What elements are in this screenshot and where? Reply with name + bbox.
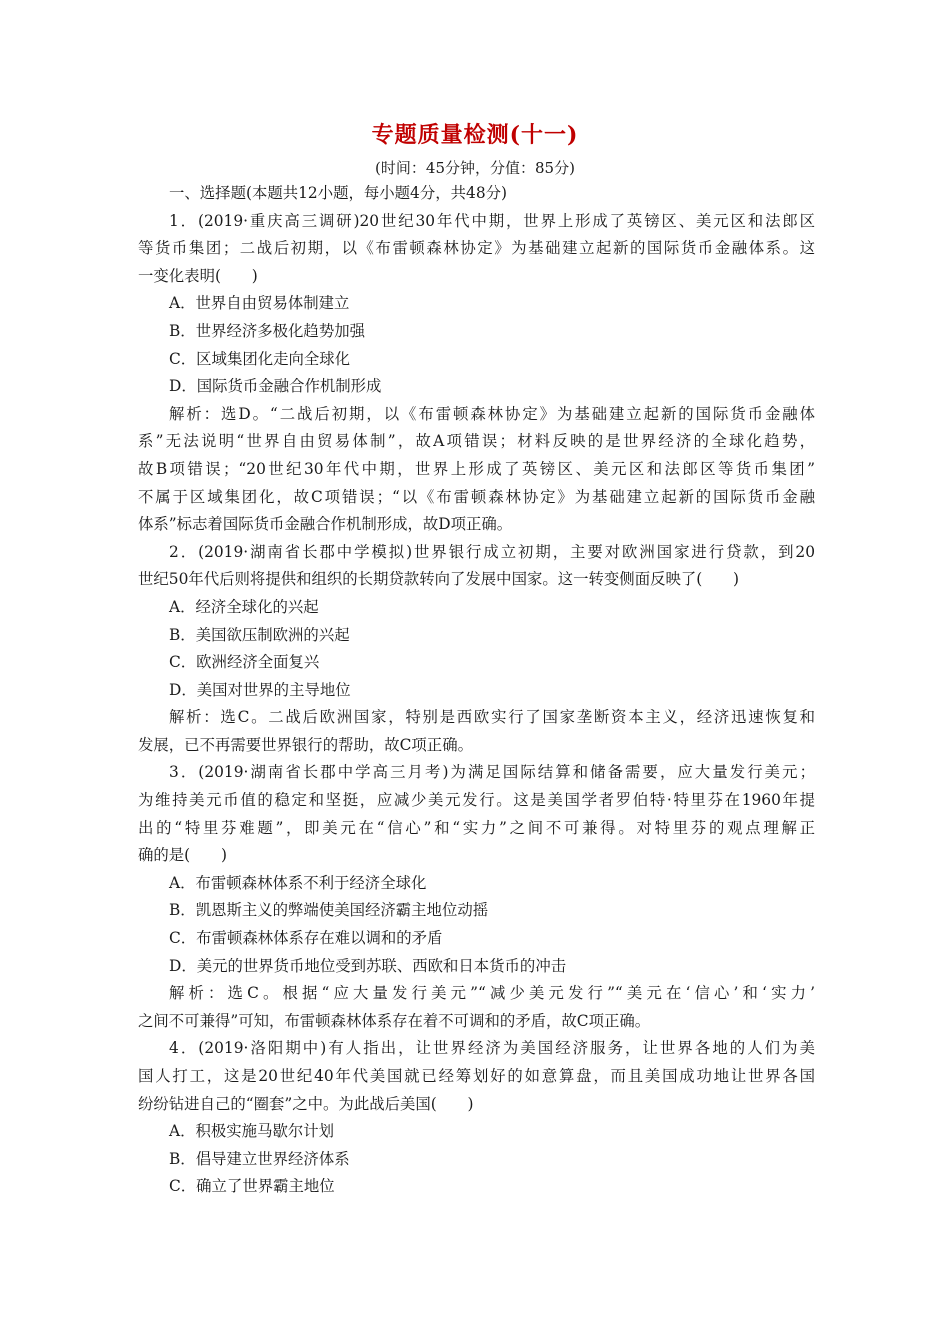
q1-option-b: B．世界经济多极化趋势加强 — [169, 321, 365, 340]
q1-stem-line: 1．(2019·重庆高三调研)20世纪30年代中期，世界上形成了英镑区、美元区和法郎区 — [169, 211, 815, 230]
q4-option-a: A．积极实施马歇尔计划 — [169, 1122, 335, 1141]
q3-option-c: C．布雷顿森林体系存在难以调和的矛盾 — [169, 929, 443, 948]
q4-stem-line: 国人打工，这是20世纪40年代美国就已经筹划好的如意算盘，而且美国成功地让世界各国 — [138, 1067, 815, 1085]
q2-option-b: B．美国欲压制欧洲的兴起 — [169, 625, 350, 644]
page-title: 专题质量检测(十一) — [371, 122, 579, 148]
q2-stem-line: 2．(2019·湖南省长郡中学模拟)世界银行成立初期，主要对欧洲国家进行贷款，到20 — [169, 542, 815, 561]
q2-option-c: C．欧洲经济全面复兴 — [169, 653, 320, 672]
q2-stem-line: 世纪50年代后则将提供和组织的长期贷款转向了发展中国家。这一转变侧面反映了( ) — [138, 570, 740, 589]
q3-option-a: A．布雷顿森林体系不利于经济全球化 — [169, 873, 427, 892]
q2-analysis-line: 发展，已不再需要世界银行的帮助，故C项正确。 — [138, 735, 473, 754]
q1-option-c: C．区域集团化走向全球化 — [169, 349, 351, 368]
q3-stem-line: 出的“特里芬难题”，即美元在“信心”和“实力”之间不可兼得。对特里芬的观点理解正 — [138, 818, 815, 837]
q1-analysis-line: 体系”标志着国际货币金融合作机制形成，故D项正确。 — [138, 515, 513, 534]
q2-option-a: A．经济全球化的兴起 — [169, 597, 319, 616]
q4-stem-line: 纷纷钻进自己的“圈套”之中。为此战后美国( ) — [138, 1094, 474, 1113]
q3-option-b: B．凯恩斯主义的弊端使美国经济霸主地位动摇 — [169, 901, 489, 920]
section-heading: 一、选择题(本题共12小题，每小题4分，共48分) — [169, 184, 508, 202]
q3-stem-line: 为维持美元币值的稳定和坚挺，应减少美元发行。这是美国学者罗伯特·特里芬在1960年提 — [138, 791, 815, 810]
q3-analysis-line: 之间不可兼得”可知，布雷顿森林体系存在着不可调和的矛盾，故C项正确。 — [138, 1011, 651, 1030]
q4-option-c: C．确立了世界霸主地位 — [169, 1177, 335, 1196]
exam-time-score: (时间：45分钟，分值：85分) — [375, 159, 575, 177]
q1-analysis-line: 系”无法说明“世界自由贸易体制”，故A项错误；材料反映的是世界经济的全球化趋势， — [138, 432, 815, 451]
q4-stem-line: 4．(2019·洛阳期中)有人指出，让世界经济为美国经济服务，让世界各地的人们为美 — [169, 1039, 815, 1058]
q3-analysis-line: 解析：选C。根据“应大量发行美元”“减少美元发行”“美元在‘信心’和‘实力’ — [169, 984, 815, 1003]
q1-stem-line: 一变化表明( ) — [138, 266, 258, 285]
q3-stem-line: 确的是( ) — [138, 846, 227, 865]
document-body — [138, 180, 815, 1201]
q2-option-d: D．美国对世界的主导地位 — [169, 680, 351, 699]
q3-option-d: D．美元的世界货币地位受到苏联、西欧和日本货币的冲击 — [169, 956, 567, 975]
q1-stem-line: 等货币集团；二战后初期，以《布雷顿森林协定》为基础建立起新的国际货币金融体系。这 — [138, 239, 815, 258]
q1-analysis-line: 不属于区域集团化，故C项错误；“以《布雷顿森林协定》为基础建立起新的国际货币金融 — [138, 487, 815, 506]
q4-option-b: B．倡导建立世界经济体系 — [169, 1149, 350, 1168]
q1-analysis-line: 解析：选D。“二战后初期，以《布雷顿森林协定》为基础建立起新的国际货币金融体 — [169, 404, 815, 423]
q2-analysis-line: 解析：选C。二战后欧洲国家，特别是西欧实行了国家垄断资本主义，经济迅速恢复和 — [169, 708, 815, 727]
q1-analysis-line: 故B项错误；“20世纪30年代中期，世界上形成了英镑区、美元区和法郎区等货币集团” — [138, 459, 815, 478]
q1-option-a: A．世界自由贸易体制建立 — [169, 294, 350, 313]
q3-stem-line: 3．(2019·湖南省长郡中学高三月考)为满足国际结算和储备需要，应大量发行美元； — [169, 763, 815, 782]
q1-option-d: D．国际货币金融合作机制形成 — [169, 377, 382, 396]
